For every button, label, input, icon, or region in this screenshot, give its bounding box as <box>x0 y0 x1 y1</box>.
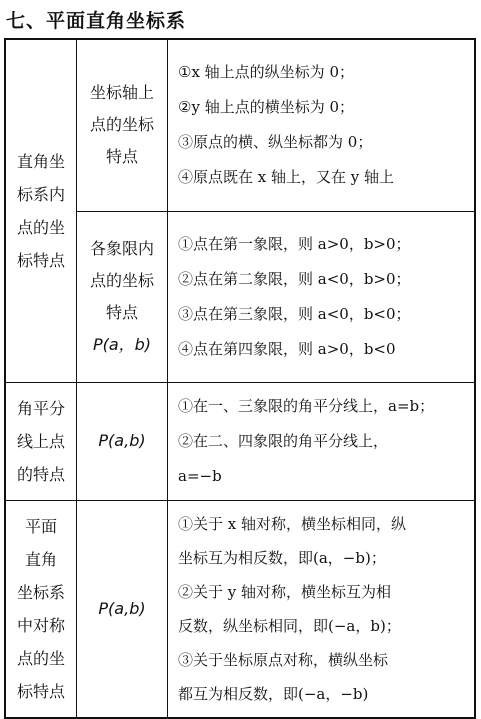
label-line: 特点 <box>105 147 138 167</box>
label-line: 直角 <box>24 549 57 569</box>
rule-item: ①点在第一象限，则 a>0，b>0； <box>178 234 411 253</box>
label-line: 点的坐 <box>16 217 65 237</box>
bisector-rules <box>168 382 476 500</box>
rule-item: 都互为相反数，即(−a，−b) <box>178 684 369 703</box>
rule-item: ③原点的横、纵坐标都为 0； <box>178 133 373 152</box>
table-row-symmetric-points <box>5 500 475 718</box>
label-line: 坐标系 <box>16 582 65 602</box>
label-line: 点的坐标 <box>89 115 154 135</box>
section-title: 七、平面直角坐标系 <box>6 10 187 32</box>
label-line: 标特点 <box>16 250 65 270</box>
rule-item: ①关于 x 轴对称，横坐标相同，纵 <box>178 514 406 533</box>
label-line: 中对称 <box>16 615 65 635</box>
symmetry-rules <box>168 500 476 718</box>
axis-points-rules <box>168 39 476 211</box>
rule-item: ②在二、四象限的角平分线上， <box>178 431 389 450</box>
coordinate-system-table <box>4 38 476 719</box>
rule-item: ①在一、三象限的角平分线上，a=b； <box>178 396 435 415</box>
sub-label-quadrant-points <box>77 211 168 382</box>
rule-item: 反数，纵坐标相同，即(−a，b)； <box>178 616 401 635</box>
label-line: 各象限内 <box>89 238 154 258</box>
label-line: 坐标轴上 <box>89 83 154 103</box>
rule-item: a=−b <box>178 466 222 485</box>
label-line: 直角坐 <box>16 151 65 171</box>
group-label-coordinate-points <box>5 39 77 382</box>
table-row-bisector-points <box>5 382 475 500</box>
group-label-bisector <box>5 382 77 500</box>
rule-item: 坐标互为相反数，即(a，−b)； <box>178 548 386 567</box>
label-line: 特点 <box>105 302 138 322</box>
rule-item: ④点在第四象限，则 a>0，b<0 <box>178 339 396 358</box>
label-line: 点的坐标 <box>89 270 154 290</box>
rule-item: ②y 轴上点的横坐标为 0； <box>178 98 355 117</box>
sub-label-axis-points <box>77 39 168 211</box>
quadrant-rules <box>168 211 476 382</box>
label-line: 平面 <box>24 516 57 536</box>
table-row-axis-points <box>5 39 475 211</box>
point-notation: P(a,b) <box>77 500 168 718</box>
rule-item: ③关于坐标原点对称，横纵坐标 <box>178 650 389 669</box>
group-label-symmetry <box>5 500 77 718</box>
label-line: 标系内 <box>16 184 65 204</box>
rule-item: ②关于 y 轴对称，横坐标互为相 <box>178 582 392 601</box>
rule-item: ③点在第三象限，则 a<0，b<0； <box>178 304 411 323</box>
point-notation: P(a,b) <box>77 382 168 500</box>
rule-item: ④原点既在 x 轴上，又在 y 轴上 <box>178 168 395 187</box>
label-line: 角平分 <box>16 398 65 418</box>
label-line: 线上点 <box>16 431 65 451</box>
rule-item: ②点在第二象限，则 a<0，b>0； <box>178 269 411 288</box>
label-line: P(a，b) <box>92 334 152 354</box>
rule-item: ①x 轴上点的纵坐标为 0； <box>178 63 354 82</box>
label-line: 标特点 <box>16 681 65 701</box>
label-line: 的特点 <box>16 464 65 484</box>
label-line: 点的坐 <box>16 648 65 668</box>
